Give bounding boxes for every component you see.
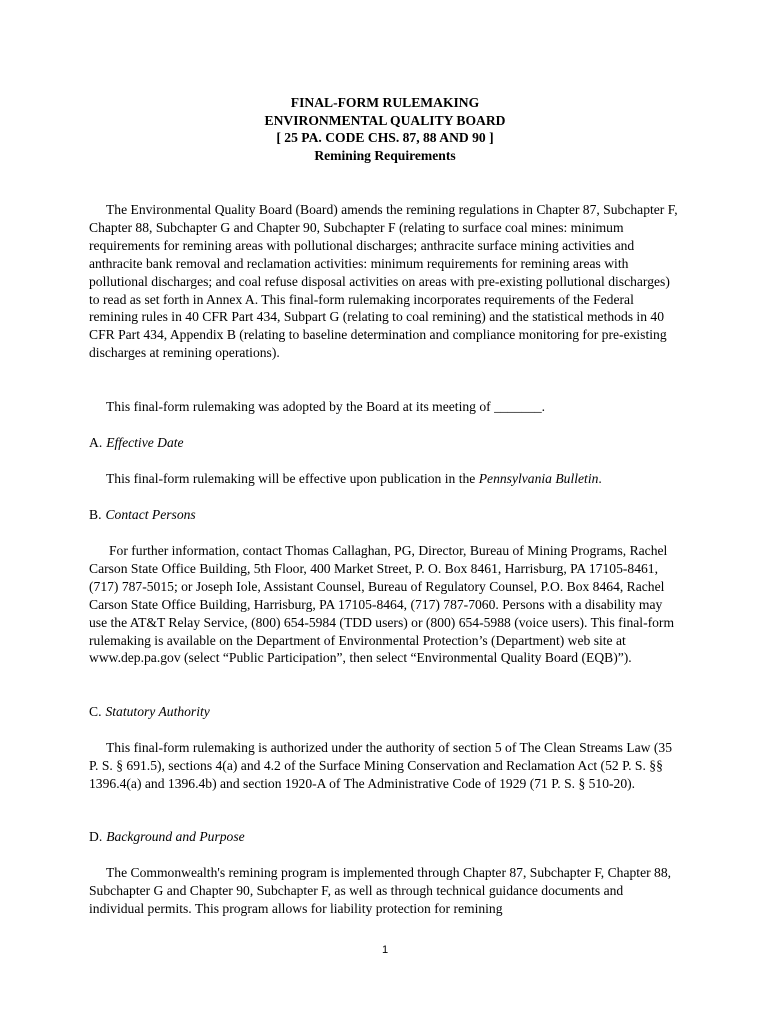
section-a-paragraph: This final-form rulemaking will be effective upon publication in the Pennsylvania Bulletin.: [106, 471, 602, 486]
section-b-title: Contact Persons: [105, 507, 196, 522]
section-c-letter: C.: [89, 704, 102, 719]
section-d-title: Background and Purpose: [106, 829, 245, 844]
section-a-title: Effective Date: [106, 435, 184, 450]
section-c-heading: [89, 703, 681, 721]
header-agency: ENVIRONMENTAL QUALITY BOARD: [264, 112, 506, 128]
header-subject: Remining Requirements: [314, 147, 456, 163]
section-b-paragraph: For further information, contact Thomas Callaghan, PG, Director, Bureau of Mining Programs, Rachel Carson State Office Building, 5th Floor, 400 Market Street, P. O. Box 8461, Harrisburg, PA 17105-8461, (717) 787-5015; or Joseph Iole, Assistant Counsel, Bureau of Regulatory Counsel, P.O. Box 8464, Rachel Carson State Office Building, Harrisburg, PA 17105-8464, (717) 787-7060. Persons with a disability may use the AT&T Relay Service, (800) 654-5984 (TDD users) or (800) 654-5988 (voice users). This final-form rulemaking is available on the Department of Environmental Protection’s (Department) web site at www.dep.pa.gov (select “Public Participation”, then select “Environmental Quality Board (EQB)”).: [89, 543, 675, 666]
section-d-heading: [89, 828, 681, 846]
section-c-paragraph: This final-form rulemaking is authorized under the authority of section 5 of The Clean Streams Law (35 P. S. § 691.5), sections 4(a) and 4.2 of the Surface Mining Conservation and Reclamation Act (52 P. S. §§ 1396.4(a) and 1396.4b) and section 1920-A of The Administrative Code of 1929 (71 P. S. § 510-20).: [89, 740, 672, 791]
adoption-paragraph: This final-form rulemaking was adopted by the Board at its meeting of _______.: [106, 399, 546, 414]
document-header: [0, 94, 770, 164]
section-c-title: Statutory Authority: [105, 704, 210, 719]
intro-paragraph: The Environmental Quality Board (Board) amends the remining regulations in Chapter 87, Subchapter F, Chapter 88, Subchapter G and Chapter 90, Subchapter F (relating to surface coal mines: minimum requirements for remining areas with pollutional discharges; anthracite surface mining activities and anthracite bank removal and reclamation activities: minimum requirements for remining areas with pollutional discharges; and coal refuse disposal activities on areas with pre-existing pollutional discharges) to read as set forth in Annex A. This final-form rulemaking incorporates requirements of the Federal remining rules in 40 CFR Part 434, Subpart G (relating to coal remining) and the statistical methods in 40 CFR Part 434, Appendix B (relating to baseline determination and compliance monitoring for pre-existing discharges at remining operations).: [89, 202, 678, 361]
page-number: 1: [381, 944, 389, 956]
section-d-letter: D.: [89, 829, 103, 844]
section-d-paragraph: The Commonwealth's remining program is implemented through Chapter 87, Subchapter F, Chapter 88, Subchapter G and Chapter 90, Subchapter F, as well as through technical guidance documents and individual permits. This program allows for liability protection for remining: [89, 865, 672, 916]
section-b-heading: [89, 506, 681, 524]
header-code-citation: [ 25 PA. CODE CHS. 87, 88 AND 90 ]: [276, 130, 494, 145]
header-rulemaking-type: FINAL-FORM RULEMAKING: [290, 95, 480, 110]
publication-name: Pennsylvania Bulletin: [478, 471, 599, 486]
section-a-letter: A.: [89, 435, 103, 450]
section-b-letter: B.: [89, 507, 102, 522]
section-a-heading: [89, 434, 681, 452]
